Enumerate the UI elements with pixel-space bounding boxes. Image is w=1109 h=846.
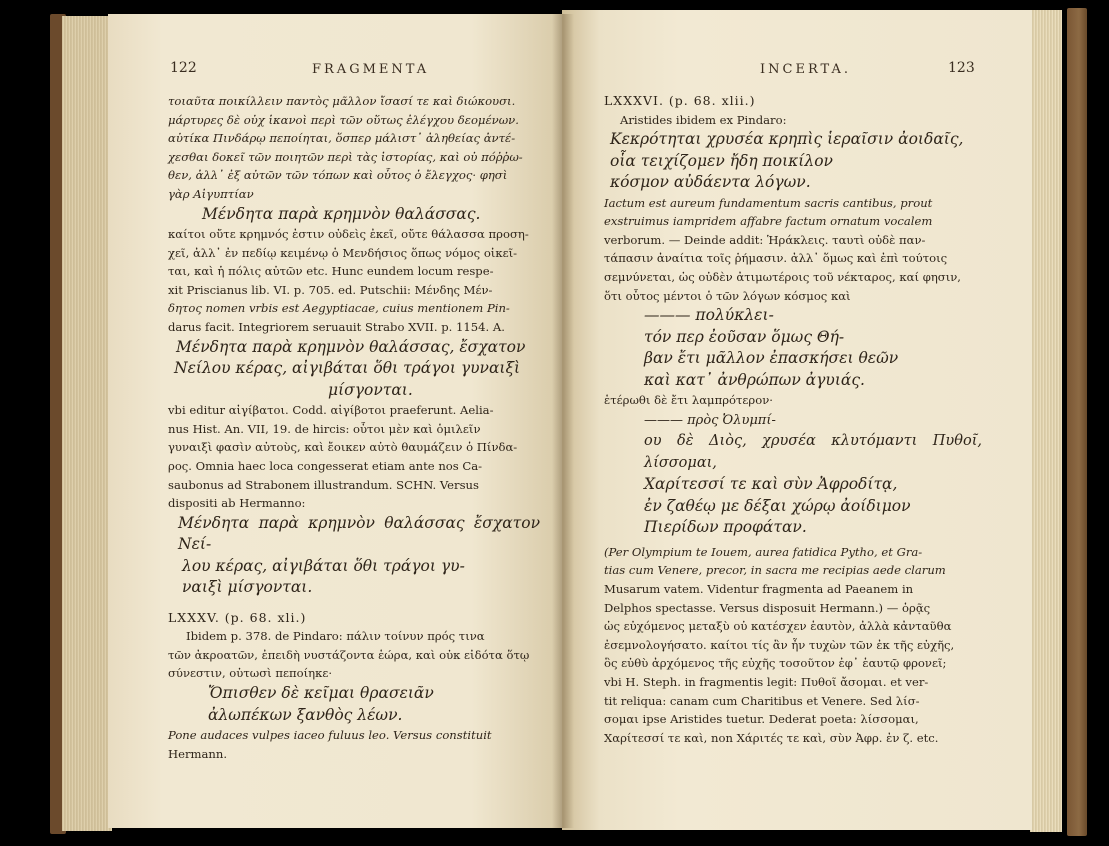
verse-line: Μένδητα παρὰ κρημνὸν θαλάσσας. [202, 204, 481, 223]
prose-line: χεσθαι δοκεῖ τῶν ποιητῶν περὶ τὰς ἱστορίας, καὶ οὐ πόῤῥω- [168, 149, 523, 164]
section-heading: LXXXVI. (p. 68. xlii.) [604, 93, 756, 108]
verse-line: μίσγονται. [328, 380, 413, 399]
prose-line: ἑτέρωθι δὲ ἔτι λαμπρότερον· [604, 393, 773, 408]
book-gutter [552, 14, 574, 828]
prose-line: χεῖ, ἀλλ᾽ ἐν πεδίῳ κειμένῳ ὁ Μενδήσιος ὅπως νόμος οἰκεῖ- [168, 245, 518, 260]
verse-line: ἀλωπέκων ξανθὸς λέων. [208, 705, 403, 724]
prose-line: ὅτι οὗτος μέντοι ὁ τῶν λόγων κόσμος καὶ [604, 288, 851, 303]
prose-line: nus Hist. An. VII, 19. de hircis: οὗτοι μὲν καὶ ὁμιλεῖν [168, 421, 481, 436]
prose-line: exstruimus iampridem affabre factum ornatum vocalem [604, 214, 933, 229]
verse-line: οἷα τειχίζομεν ἤδη ποικίλον [610, 151, 833, 170]
right-running-head: INCERTA. [760, 62, 851, 77]
verse-line: βαν ἔτι μᾶλλον ἐπασκήσει θεῶν [644, 349, 899, 368]
verse-line: Πιερίδων προφάταν. [644, 518, 807, 537]
prose-line: Iactum est aureum fundamentum sacris cantibus, prout [604, 195, 933, 210]
book-cover-right [1067, 8, 1087, 836]
prose-line: θεν, ἀλλ᾽ ἐξ αὐτῶν τῶν τόπων καὶ οὗτος ὁ ἔλεγχος· φησὶ [168, 168, 508, 183]
prose-line: καίτοι οὔτε κρημνός ἐστιν οὐδεὶς ἐκεῖ, οὔτε θάλασσα προση- [168, 227, 529, 242]
page-edges-left [62, 16, 112, 831]
prose-line: Musarum vatem. Videntur fragmenta ad Paeanem in [604, 582, 914, 597]
verse-line: Ὄπισθεν δὲ κεῖμαι θρασειᾶν [208, 684, 434, 703]
section-heading: LXXXV. (p. 68. xli.) [168, 609, 307, 625]
prose-line: saubonus ad Strabonem illustrandum. SCHN. Versus [168, 477, 479, 492]
prose-line: darus facit. Integriorem seruauit Strabo XVII. p. 1154. A. [168, 320, 505, 335]
verse-line: Μένδητα παρὰ κρημνὸν θαλάσσας, ἔσχατον [176, 337, 526, 356]
left-page-number: 122 [170, 60, 197, 76]
verse-line: Μένδητα παρὰ κρημνὸν θαλάσσας ἔσχατον Νεί- [178, 513, 540, 554]
verse-line: τόν περ ἐοῦσαν ὅμως Θή- [644, 327, 845, 346]
verse-line: ναιξὶ μίσγονται. [182, 578, 313, 597]
verse-line: ου δὲ Διὸς, χρυσέα κλυτόμαντι Πυθοῖ, λίσσομαι, [644, 433, 982, 471]
prose-line: τοιαῦτα ποικίλλειν παντὸς μᾶλλον ἴσασί τε καὶ διώκουσι. [168, 94, 516, 108]
prose-line: xit Priscianus lib. VI. p. 705. ed. Putschii: Μένδης Μέν- [168, 282, 493, 297]
verse-line: κόσμον αὐδάεντα λόγων. [610, 173, 811, 192]
prose-line: Delphos spectasse. Versus disposuit Hermann.) — ὁρᾷς [604, 600, 931, 615]
prose-line: Χαρίτεσσί τε καὶ, non Χάριτές τε καὶ, σὺν Ἀφρ. ἐν ζ. etc. [604, 730, 939, 745]
verse-line: ἐν ζαθέῳ με δέξαι χώρῳ ἀοίδιμον [644, 496, 911, 515]
prose-line: σύνεστιν, οὑτωσὶ πεποίηκε· [168, 666, 333, 681]
right-page-number: 123 [948, 60, 975, 76]
prose-line: Hermann. [168, 746, 228, 761]
verse-line: λου κέρας, αἰγιβάται ὅθι τράγοι γυ- [182, 556, 465, 575]
prose-line: verborum. — Deinde addit: Ἡράκλεις. ταυτὶ οὐδὲ παν- [604, 232, 926, 247]
prose-line: τῶν ἀκροατῶν, ἐπειδὴ νυστάζοντα ἑώρα, καὶ οὐκ εἰδότα ὅτῳ [168, 647, 530, 662]
prose-line: τάπασιν ἀναίτια τοῖς ῥήμασιν. ἀλλ᾽ ὅμως καὶ ἐπὶ τούτοις [604, 251, 948, 266]
verse-line: καὶ κατ᾽ ἀνθρώπων ἀγυιάς. [644, 370, 865, 389]
prose-line: (Per Olympium te Iouem, aurea fatidica Pytho, et Gra- [604, 544, 923, 559]
page-edges-right [1030, 10, 1062, 832]
prose-line: γυναιξὶ φασὶν αὐτοὺς, καὶ ἔοικεν αὐτὸ θαυμάζειν ὁ Πίνδα- [168, 440, 518, 455]
prose-line: αὐτίκα Πινδάρῳ πεποίηται, ὅσπερ μάλιστ᾽ ἀληθείας ἀντέ- [168, 131, 516, 146]
prose-line: ἐσεμνολογήσατο. καίτοι τίς ἂν ἦν τυχὼν τῶν ἐκ τῆς εὐχῆς, [604, 637, 955, 652]
left-running-head: FRAGMENTA [312, 62, 430, 77]
prose-line: Ibidem p. 378. de Pindaro: πάλιν τοίνυν πρός τινα [186, 629, 485, 644]
right-text-column [604, 92, 982, 747]
prose-line: ρος. Omnia haec loca congesserat etiam ante nos Ca- [168, 458, 483, 473]
prose-line: tias cum Venere, precor, in sacra me recipias aede clarum [604, 563, 946, 578]
verse-line: Κεκρότηται χρυσέα κρηπὶς ἱεραῖσιν ἀοιδαῖς, [610, 130, 964, 149]
verse-line: ——— πρὸς Ὀλυμπί- [644, 412, 776, 428]
prose-line: μάρτυρες δὲ οὐχ ἱκανοὶ περὶ τῶν οὕτως ἐλέγχου δεομένων. [168, 112, 519, 127]
left-text-column [168, 92, 540, 763]
prose-line: vbi editur αἰγίβατοι. Codd. αἰγίβοτοι praeferunt. Aelia- [168, 403, 494, 418]
prose-line: Pone audaces vulpes iaceo fuluus leo. Versus constituit [168, 728, 492, 743]
verse-line: Νείλου κέρας, αἰγιβάται ὅθι τράγοι γυναιξὶ [174, 359, 521, 378]
prose-line: σομαι ipse Aristides tuetur. Dederat poeta: λίσσομαι, [604, 712, 919, 727]
prose-line: σεμνύνεται, ὡς οὐδὲν ἀτιμωτέροις τοῦ νέκταρος, καί φησιν, [604, 270, 961, 285]
prose-line: ὡς εὐχόμενος μεταξὺ οὐ κατέσχεν ἑαυτὸν, ἀλλὰ κἀνταῦθα [604, 619, 952, 634]
prose-line: dispositi ab Hermanno: [168, 496, 306, 511]
prose-line: Aristides ibidem ex Pindaro: [620, 112, 787, 127]
verse-line: ——— πολύκλει- [644, 306, 774, 325]
prose-line: vbi H. Steph. in fragmentis legit: Πυθοῖ ἄσομαι. et ver- [604, 675, 929, 689]
prose-line: γὰρ Αἰγυπτίαν [168, 186, 254, 201]
prose-line: δητος nomen vrbis est Aegyptiacae, cuius mentionem Pin- [168, 301, 510, 316]
prose-line: tit reliqua: canam cum Charitibus et Venere. Sed λίσ- [604, 693, 920, 708]
prose-line: ται, καὶ ἡ πόλις αὐτῶν etc. Hunc eundem locum respe- [168, 264, 494, 279]
verse-line: Χαρίτεσσί τε καὶ σὺν Ἀφροδίτᾳ, [644, 475, 898, 494]
prose-line: ὃς εὐθὺ ἀρχόμενος τῆς εὐχῆς τοσοῦτον ἐφ᾽ ἑαυτῷ φρονεῖ; [604, 656, 947, 671]
